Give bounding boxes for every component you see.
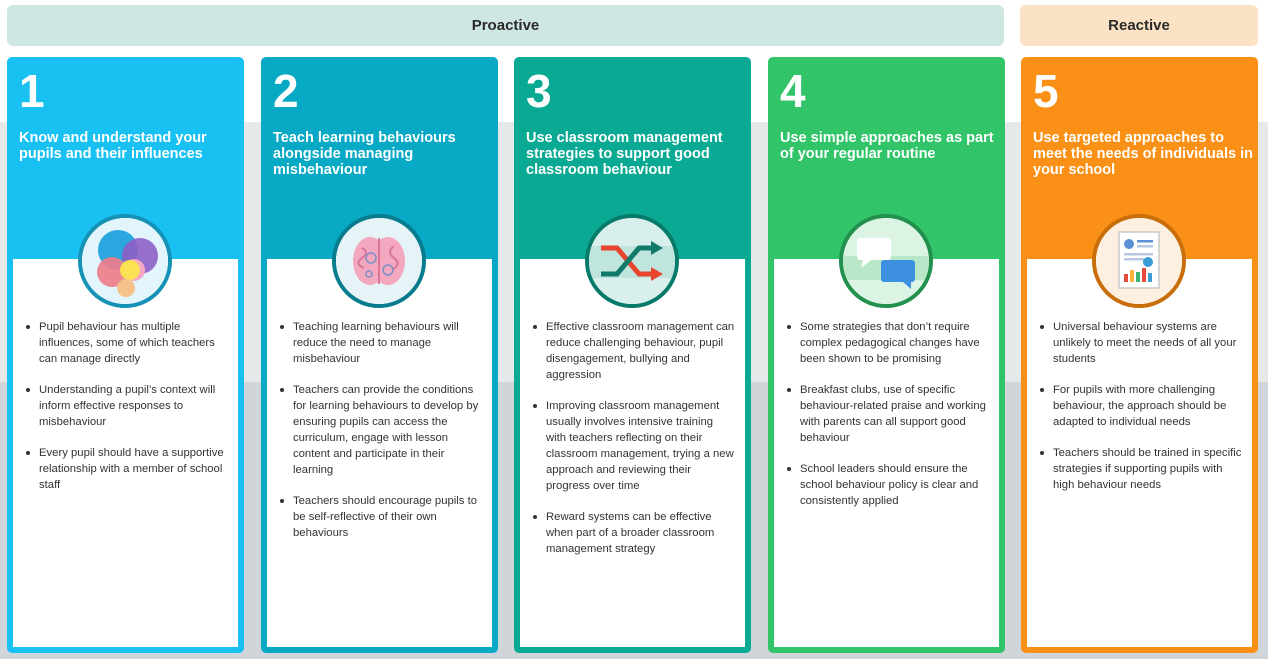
list-item: Universal behaviour systems are unlikely to meet the needs of all your students [1027, 319, 1242, 367]
card-title: Know and understand your pupils and their influences [19, 130, 207, 162]
card-bullet-list [267, 319, 482, 556]
list-item: Teachers can provide the conditions for learning behaviours to develop by ensuring pupils can access the curriculum, engage with lesson content and participate in their learning [267, 382, 482, 478]
card-4 [768, 57, 1005, 653]
report-document-icon [1092, 214, 1186, 308]
overlapping-circles-icon [78, 214, 172, 308]
card-bullet-list [13, 319, 228, 508]
card-number: 5 [1033, 65, 1059, 117]
proactive-header-label: Proactive [471, 17, 540, 34]
list-item: For pupils with more challenging behaviour, the approach should be adapted to individual needs [1027, 382, 1242, 430]
list-item: Teachers should encourage pupils to be self-reflective of their own behaviours [267, 493, 482, 541]
card-number: 1 [19, 65, 45, 117]
list-item: School leaders should ensure the school behaviour policy is clear and consistently applied [774, 461, 989, 509]
card-number: 4 [780, 65, 806, 117]
reactive-header [1020, 5, 1258, 46]
card-title: Use simple approaches as part of your regular routine [780, 130, 994, 162]
reactive-header-label: Reactive [1108, 17, 1170, 34]
list-item: Breakfast clubs, use of specific behaviour-related praise and working with parents can all support good behaviour [774, 382, 989, 446]
brain-icon [332, 214, 426, 308]
card-title: Use targeted approaches to meet the needs of individuals in your school [1033, 130, 1253, 178]
list-item: Teaching learning behaviours will reduce the need to manage misbehaviour [267, 319, 482, 367]
list-item: Teachers should be trained in specific strategies if supporting pupils with high behaviour needs [1027, 445, 1242, 493]
card-3 [514, 57, 751, 653]
card-bullet-list [774, 319, 989, 524]
list-item: Pupil behaviour has multiple influences, some of which teachers can manage directly [13, 319, 228, 367]
list-item: Reward systems can be effective when part of a broader classroom management strategy [520, 509, 735, 557]
card-title: Teach learning behaviours alongside managing misbehaviour [273, 130, 456, 178]
list-item: Every pupil should have a supportive relationship with a member of school staff [13, 445, 228, 493]
crossing-arrows-icon [585, 214, 679, 308]
card-5 [1021, 57, 1258, 653]
card-1 [7, 57, 244, 653]
card-bullet-list [1027, 319, 1242, 508]
card-number: 3 [526, 65, 552, 117]
list-item: Improving classroom management usually involves intensive training with teachers reflecting on their classroom management, trying a new approach and reviewing their progress over time [520, 398, 735, 494]
card-2 [261, 57, 498, 653]
card-title: Use classroom management strategies to support good classroom behaviour [526, 130, 723, 178]
proactive-header [7, 5, 1004, 46]
speech-bubbles-icon [839, 214, 933, 308]
list-item: Effective classroom management can reduce challenging behaviour, pupil disengagement, bullying and aggression [520, 319, 735, 383]
list-item: Some strategies that don’t require complex pedagogical changes have been shown to be promising [774, 319, 989, 367]
list-item: Understanding a pupil’s context will inform effective responses to misbehaviour [13, 382, 228, 430]
card-bullet-list [520, 319, 735, 572]
card-number: 2 [273, 65, 299, 117]
